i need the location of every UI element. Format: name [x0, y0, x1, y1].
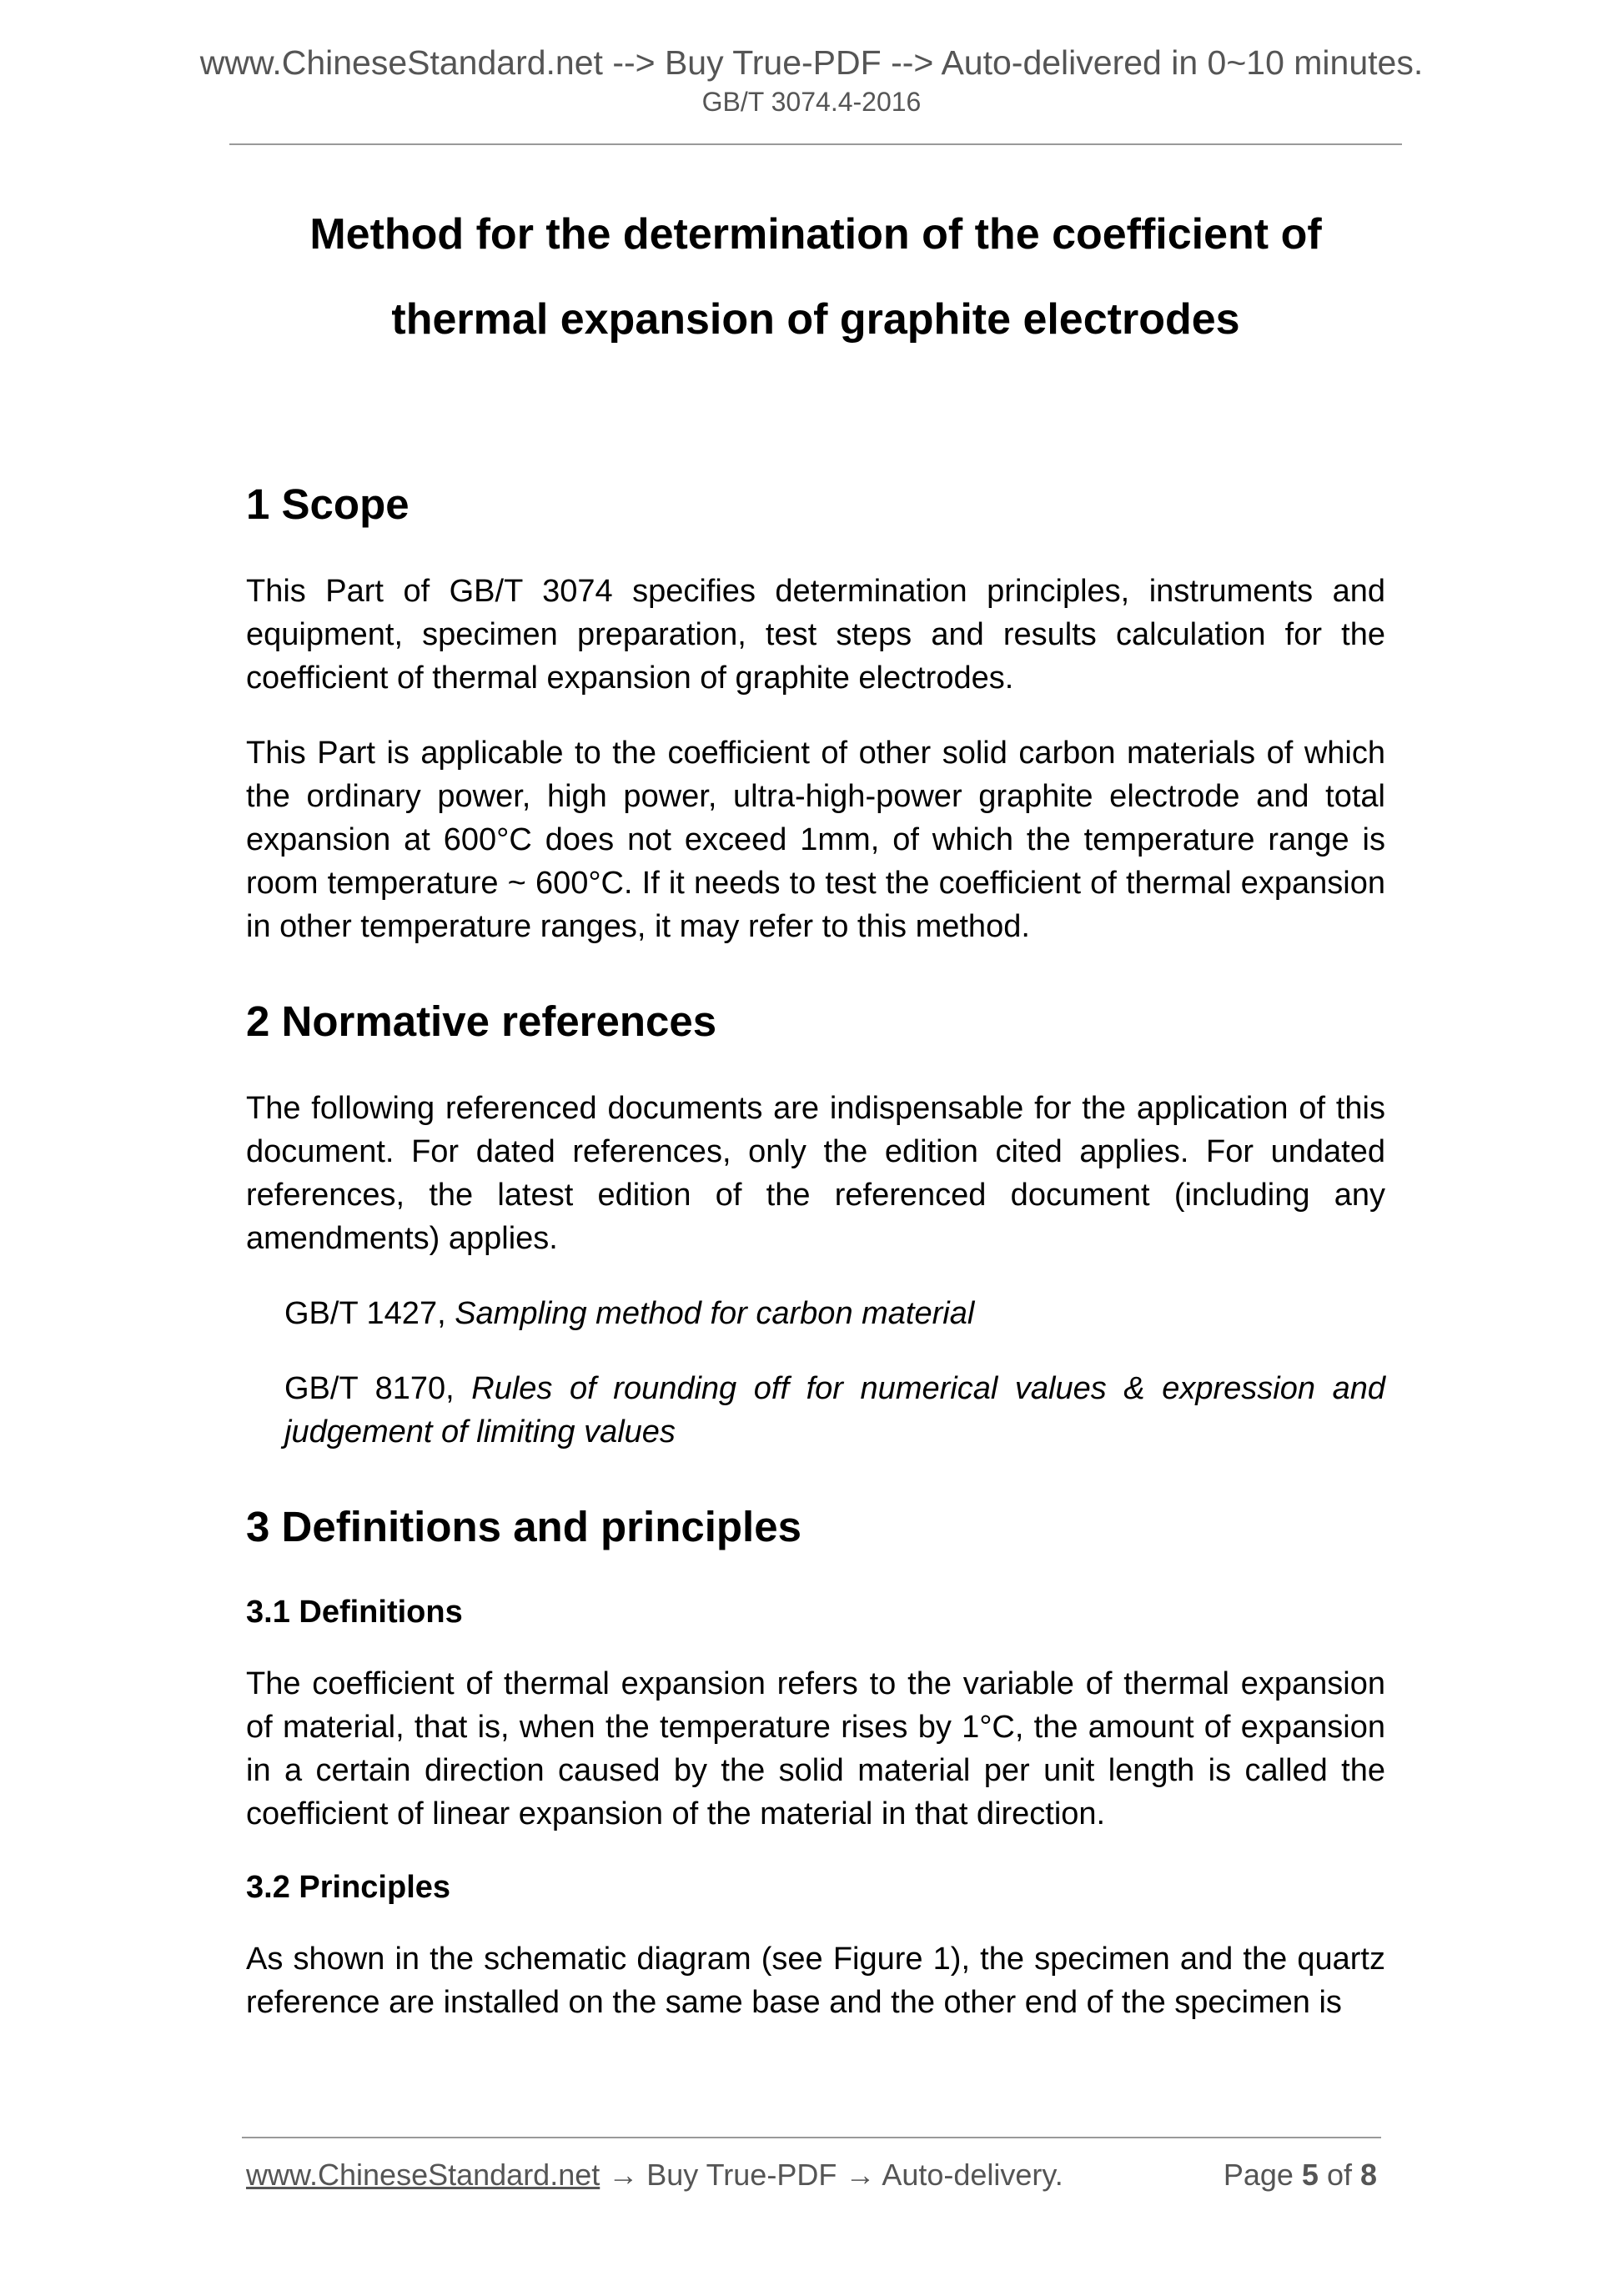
page-label: Page: [1223, 2158, 1302, 2192]
page-number: [1224, 2156, 1377, 2194]
footer-promo: [246, 2156, 1063, 2194]
section-spacer: [246, 1485, 1385, 1502]
principles-paragraph: As shown in the schematic diagram (see Figure 1), the specimen and the quartz reference are installed on the same base and the other end of the specimen is: [246, 1942, 1385, 2020]
reference-title: Rules of rounding off for numerical values & expression and judgement of limiting values: [284, 1371, 1385, 1449]
scope-paragraph-1: This Part of GB/T 3074 specifies determination principles, instruments and equipment, specimen preparation, test steps and results calculation for the coefficient of thermal expansion of graphite electrodes.: [246, 574, 1385, 696]
reference-code: GB/T 1427,: [284, 1296, 455, 1331]
footer-site-link[interactable]: www.ChineseStandard.net: [246, 2158, 600, 2192]
subsection-heading-definitions: 3.1 Definitions: [246, 1595, 463, 1630]
footer-promo-text: → Buy True-PDF → Auto-delivery.: [600, 2158, 1063, 2192]
header-standard-number: GB/T 3074.4-2016: [701, 87, 922, 117]
section-spacer: [246, 980, 1385, 997]
subsection-heading-principles: 3.2 Principles: [246, 1870, 451, 1905]
title-line-1: Method for the determination of the coefficient of: [309, 210, 1322, 259]
section-heading-definitions-principles: 3 Definitions and principles: [246, 1503, 801, 1550]
header-divider: [229, 143, 1402, 145]
page-current: 5: [1301, 2158, 1319, 2192]
references-intro-paragraph: The following referenced documents are indispensable for the application of this document. For dated references, only the edition cited applies. For undated references, the latest edition of the referenced document (including any amendments) applies.: [246, 1091, 1385, 1256]
footer-divider: [242, 2137, 1381, 2138]
title-line-2: thermal expansion of graphite electrodes: [391, 295, 1240, 344]
reference-item: [284, 1367, 1385, 1454]
scope-paragraph-2: This Part is applicable to the coefficient of other solid carbon materials of which the ordinary power, high power, ultra-high-power graphite electrode and total expansion at 600°C does not exceed 1mm, of which the temperature range is room temperature ~ 600°C. If it needs to test the coefficient of thermal expansion in other temperature ranges, it may refer to this method.: [246, 736, 1385, 944]
document-title: [229, 192, 1402, 362]
page-total: 8: [1359, 2158, 1377, 2192]
page-header: [0, 40, 1623, 118]
page-of-label: of: [1318, 2158, 1360, 2192]
header-banner: www.ChineseStandard.net --> Buy True-PDF --> Auto-delivered in 0~10 minutes.: [199, 43, 1424, 82]
section-heading-scope: 1 Scope: [246, 480, 410, 528]
definitions-paragraph: The coefficient of thermal expansion refers to the variable of thermal expansion of material, that is, when the temperature rises by 1°C, the amount of expansion in a certain direction caused by the solid material per unit length is called the coefficient of linear expansion of the material in that direction.: [246, 1666, 1385, 1831]
reference-item: [284, 1292, 1385, 1335]
section-heading-normative-references: 2 Normative references: [246, 997, 717, 1045]
document-body: [246, 480, 1385, 2056]
reference-title: Sampling method for carbon material: [455, 1296, 975, 1331]
reference-code: GB/T 8170,: [284, 1371, 472, 1406]
